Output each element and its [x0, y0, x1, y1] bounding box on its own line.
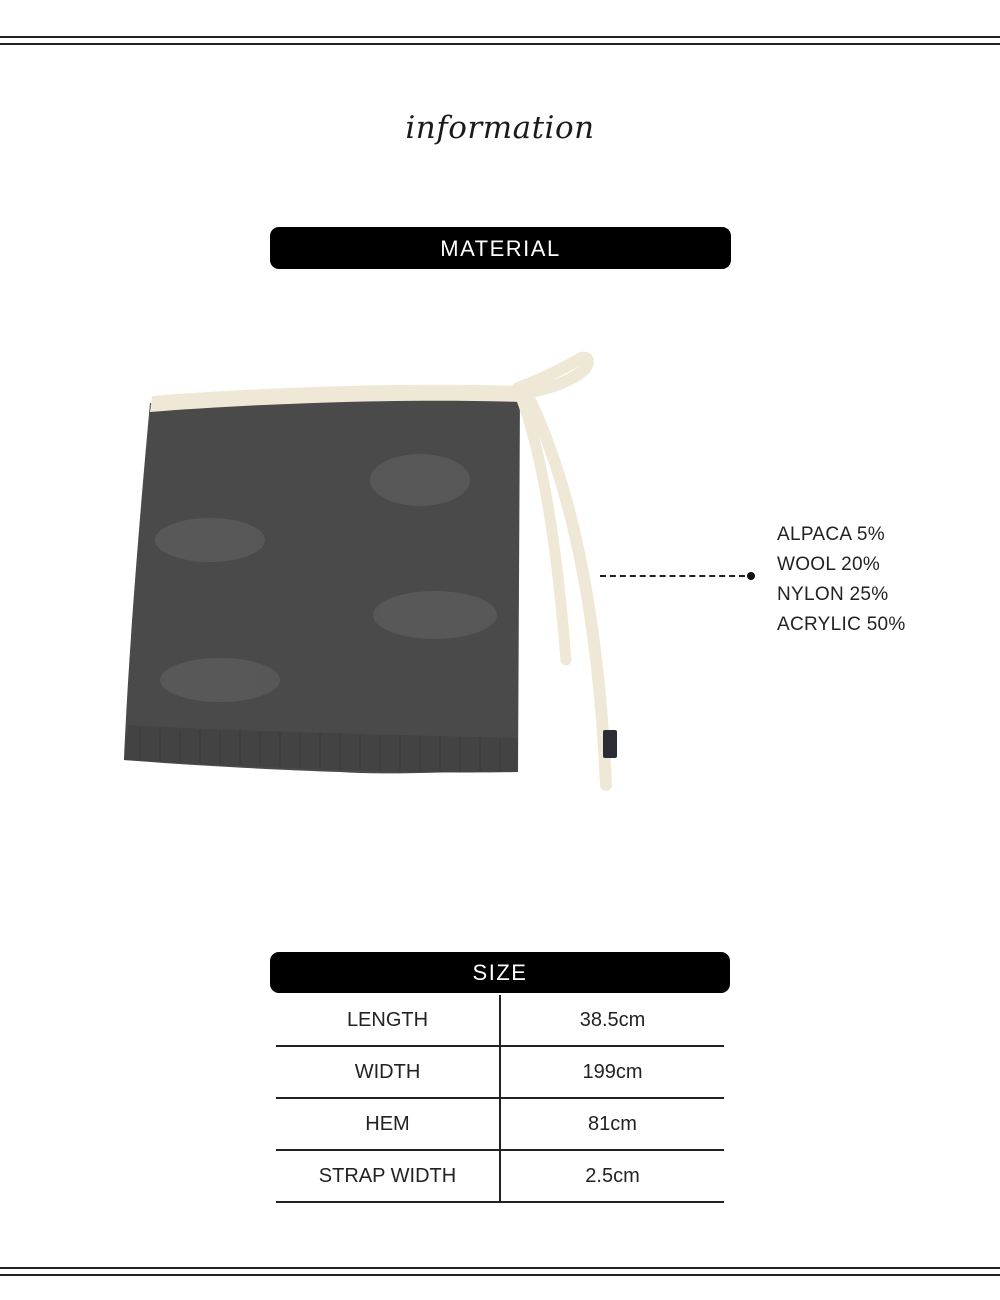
material-item: NYLON 25%	[777, 584, 889, 605]
size-value: 199cm	[500, 1046, 724, 1098]
material-leader-line	[600, 575, 745, 577]
material-list	[777, 520, 906, 640]
material-item: WOOL 20%	[777, 554, 881, 575]
table-row	[276, 1046, 724, 1098]
table-row	[276, 995, 724, 1046]
size-value: 2.5cm	[500, 1150, 724, 1202]
size-label: WIDTH	[276, 1046, 500, 1098]
size-label: HEM	[276, 1098, 500, 1150]
size-heading: SIZE	[270, 952, 730, 993]
table-row	[276, 1098, 724, 1150]
material-heading: MATERIAL	[270, 227, 731, 269]
brand-tag	[603, 730, 617, 758]
size-value: 38.5cm	[500, 995, 724, 1046]
size-value: 81cm	[500, 1098, 724, 1150]
size-label: LENGTH	[276, 995, 500, 1046]
page-title: information	[405, 110, 595, 146]
size-label: STRAP WIDTH	[276, 1150, 500, 1202]
size-table	[276, 995, 724, 1203]
top-border-line-1	[0, 36, 1000, 38]
skirt-body	[124, 391, 520, 773]
top-border-line-2	[0, 43, 1000, 45]
table-row	[276, 1150, 724, 1202]
material-item: ALPACA 5%	[777, 524, 885, 545]
bottom-border-line-2	[0, 1274, 1000, 1276]
bottom-border-line-1	[0, 1267, 1000, 1269]
material-item: ACRYLIC 50%	[777, 614, 906, 635]
product-image	[100, 330, 640, 810]
material-leader-dot	[747, 572, 755, 580]
